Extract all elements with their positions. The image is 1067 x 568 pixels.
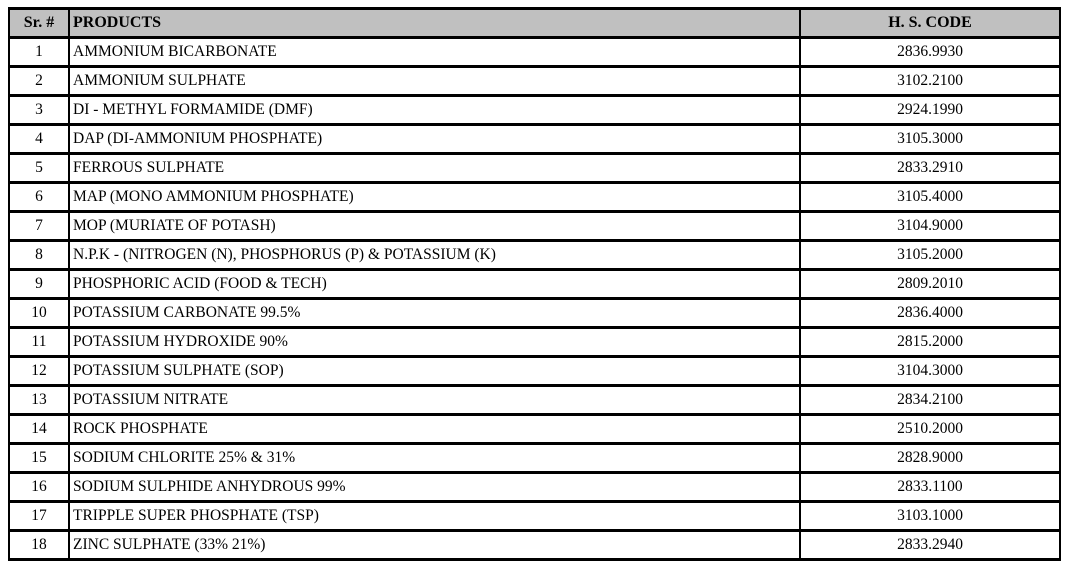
hs-code-cell: 3105.3000 <box>800 125 1060 154</box>
serial-cell: 6 <box>9 183 69 212</box>
product-cell: AMMONIUM BICARBONATE <box>69 38 800 67</box>
serial-cell: 4 <box>9 125 69 154</box>
header-hs-code: H. S. CODE <box>800 9 1060 38</box>
table-row <box>9 270 1060 299</box>
products-table <box>8 7 1061 561</box>
table-row <box>9 502 1060 531</box>
table-row <box>9 67 1060 96</box>
serial-cell: 12 <box>9 357 69 386</box>
serial-cell: 10 <box>9 299 69 328</box>
product-cell: POTASSIUM CARBONATE 99.5% <box>69 299 800 328</box>
serial-cell: 18 <box>9 531 69 560</box>
table-row <box>9 125 1060 154</box>
hs-code-cell: 2833.2940 <box>800 531 1060 560</box>
serial-cell: 13 <box>9 386 69 415</box>
product-cell: POTASSIUM SULPHATE (SOP) <box>69 357 800 386</box>
serial-cell: 2 <box>9 67 69 96</box>
table-row <box>9 415 1060 444</box>
hs-code-cell: 2809.2010 <box>800 270 1060 299</box>
product-cell: SODIUM CHLORITE 25% & 31% <box>69 444 800 473</box>
table-row <box>9 473 1060 502</box>
header-serial: Sr. # <box>9 9 69 38</box>
table-row <box>9 183 1060 212</box>
header-products: PRODUCTS <box>69 9 800 38</box>
product-cell: TRIPPLE SUPER PHOSPHATE (TSP) <box>69 502 800 531</box>
hs-code-cell: 3105.4000 <box>800 183 1060 212</box>
serial-cell: 8 <box>9 241 69 270</box>
hs-code-cell: 2815.2000 <box>800 328 1060 357</box>
table-row <box>9 386 1060 415</box>
product-cell: AMMONIUM SULPHATE <box>69 67 800 96</box>
hs-code-cell: 2510.2000 <box>800 415 1060 444</box>
product-cell: MOP (MURIATE OF POTASH) <box>69 212 800 241</box>
hs-code-cell: 3102.2100 <box>800 67 1060 96</box>
product-cell: SODIUM SULPHIDE ANHYDROUS 99% <box>69 473 800 502</box>
hs-code-cell: 2834.2100 <box>800 386 1060 415</box>
hs-code-cell: 3105.2000 <box>800 241 1060 270</box>
hs-code-cell: 2828.9000 <box>800 444 1060 473</box>
table-row <box>9 444 1060 473</box>
serial-cell: 3 <box>9 96 69 125</box>
hs-code-cell: 2924.1990 <box>800 96 1060 125</box>
hs-code-cell: 3104.9000 <box>800 212 1060 241</box>
serial-cell: 9 <box>9 270 69 299</box>
hs-code-cell: 2833.1100 <box>800 473 1060 502</box>
serial-cell: 15 <box>9 444 69 473</box>
table-row <box>9 96 1060 125</box>
table-row <box>9 154 1060 183</box>
table-row <box>9 531 1060 560</box>
product-cell: MAP (MONO AMMONIUM PHOSPHATE) <box>69 183 800 212</box>
serial-cell: 14 <box>9 415 69 444</box>
hs-code-cell: 2833.2910 <box>800 154 1060 183</box>
table-row <box>9 212 1060 241</box>
header-row <box>9 9 1060 38</box>
hs-code-cell: 3104.3000 <box>800 357 1060 386</box>
serial-cell: 1 <box>9 38 69 67</box>
table-header <box>9 9 1060 38</box>
product-cell: N.P.K - (NITROGEN (N), PHOSPHORUS (P) & POTASSIUM (K) <box>69 241 800 270</box>
serial-cell: 16 <box>9 473 69 502</box>
product-cell: ZINC SULPHATE (33% 21%) <box>69 531 800 560</box>
product-cell: POTASSIUM HYDROXIDE 90% <box>69 328 800 357</box>
table-row <box>9 38 1060 67</box>
product-cell: POTASSIUM NITRATE <box>69 386 800 415</box>
hs-code-cell: 2836.4000 <box>800 299 1060 328</box>
hs-code-cell: 2836.9930 <box>800 38 1060 67</box>
table-row <box>9 328 1060 357</box>
serial-cell: 5 <box>9 154 69 183</box>
product-cell: PHOSPHORIC ACID (FOOD & TECH) <box>69 270 800 299</box>
product-cell: DAP (DI-AMMONIUM PHOSPHATE) <box>69 125 800 154</box>
table-body <box>9 38 1060 560</box>
product-cell: FERROUS SULPHATE <box>69 154 800 183</box>
hs-code-cell: 3103.1000 <box>800 502 1060 531</box>
product-cell: DI - METHYL FORMAMIDE (DMF) <box>69 96 800 125</box>
serial-cell: 11 <box>9 328 69 357</box>
serial-cell: 7 <box>9 212 69 241</box>
table-row <box>9 241 1060 270</box>
table-row <box>9 357 1060 386</box>
serial-cell: 17 <box>9 502 69 531</box>
table-row <box>9 299 1060 328</box>
product-cell: ROCK PHOSPHATE <box>69 415 800 444</box>
